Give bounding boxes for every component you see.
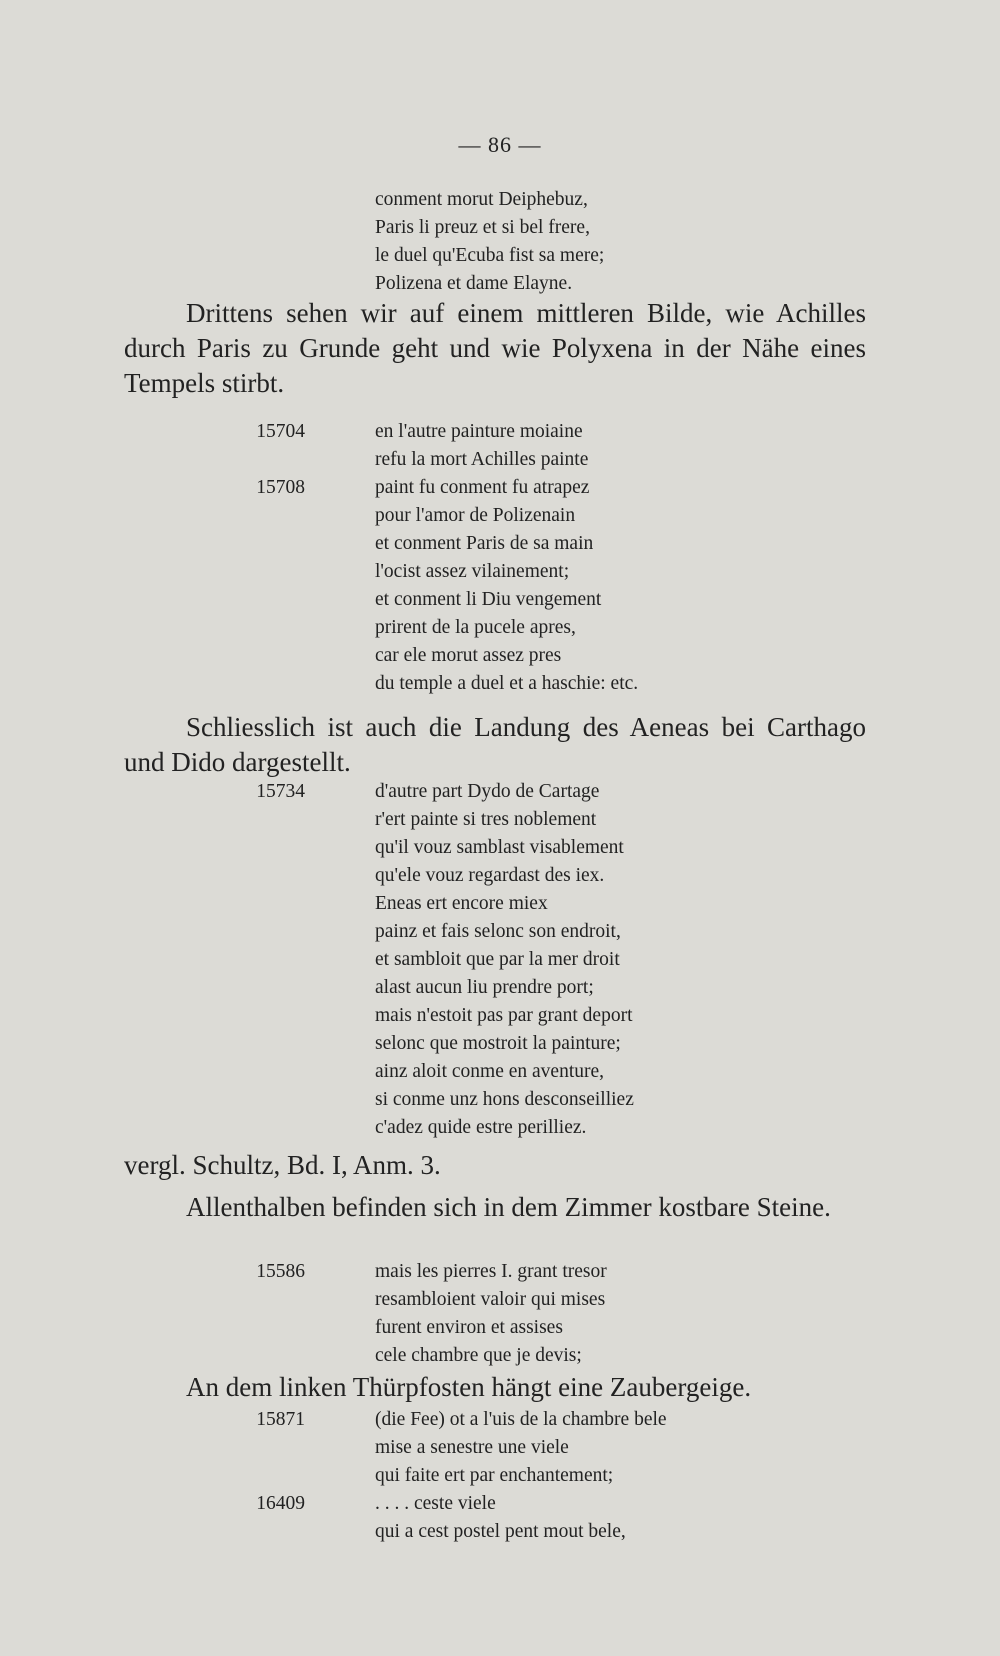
verse-line (310, 890, 910, 918)
verse-text: du temple a duel et a haschie: etc. (375, 673, 639, 694)
verse-text: prirent de la pucele apres, (375, 617, 576, 638)
verse-line (310, 1086, 910, 1114)
verse-text: painz et fais selonc son endroit, (375, 921, 621, 942)
verse-text: (die Fee) ot a l'uis de la chambre bele (375, 1409, 667, 1430)
verse-line (256, 474, 910, 502)
verse-line (310, 214, 910, 242)
verse-line (310, 862, 910, 890)
verse-line (310, 918, 910, 946)
verse-line (310, 1342, 910, 1370)
verse-text: l'ocist assez vilainement; (375, 561, 570, 582)
verse-line (310, 242, 910, 270)
paragraph-2-text: Schliesslich ist auch die Landung des Aeneas bei Carthago und Dido dargestellt. (124, 712, 866, 777)
verse-line (310, 642, 910, 670)
verse-text: selonc que mostroit la painture; (375, 1033, 621, 1054)
verse-block-4 (256, 1258, 910, 1370)
verse-block-5 (256, 1406, 910, 1546)
verse-line (310, 186, 910, 214)
verse-text: cele chambre que je devis; (375, 1345, 582, 1366)
verse-line (310, 446, 910, 474)
line-number: 15586 (256, 1261, 305, 1282)
verse-line (310, 670, 910, 698)
verse-line (310, 1518, 910, 1546)
line-number: 16409 (256, 1493, 305, 1514)
verse-text: Paris li preuz et si bel frere, (375, 217, 590, 238)
verse-block-2 (256, 418, 910, 698)
verse-line (310, 586, 910, 614)
line-number: 15708 (256, 477, 305, 498)
verse-line (256, 1406, 910, 1434)
verse-text: Eneas ert encore miex (375, 893, 548, 914)
verse-line (310, 1030, 910, 1058)
verse-text: mise a senestre une viele (375, 1437, 569, 1458)
verse-text: qu'ele vouz regardast des iex. (375, 865, 605, 886)
verse-line (310, 1058, 910, 1086)
page-number: — 86 — (458, 132, 542, 157)
verse-line (256, 778, 910, 806)
verse-line (310, 1002, 910, 1030)
verse-text: Polizena et dame Elayne. (375, 273, 573, 294)
verse-text: qui faite ert par enchantement; (375, 1465, 614, 1486)
verse-block-3 (256, 778, 910, 1142)
verse-line (310, 1314, 910, 1342)
reference-line: vergl. Schultz, Bd. I, Anm. 3. (124, 1150, 441, 1180)
verse-line (310, 946, 910, 974)
verse-line (310, 1114, 910, 1142)
verse-text: pour l'amor de Polizenain (375, 505, 576, 526)
verse-line (256, 418, 910, 446)
verse-text: . . . . ceste viele (375, 1493, 496, 1514)
verse-text: en l'autre painture moiaine (375, 421, 583, 442)
paragraph-2 (124, 710, 866, 780)
verse-line (256, 1490, 910, 1518)
line-number: 15871 (256, 1409, 305, 1430)
verse-text: et conment li Diu vengement (375, 589, 602, 610)
verse-text: et sambloit que par la mer droit (375, 949, 620, 970)
verse-text: furent environ et assises (375, 1317, 563, 1338)
verse-line (310, 502, 910, 530)
verse-line (310, 974, 910, 1002)
verse-text: r'ert painte si tres noblement (375, 809, 597, 830)
verse-block-1 (310, 186, 910, 298)
verse-text: mais les pierres I. grant tresor (375, 1261, 607, 1282)
verse-line (310, 834, 910, 862)
verse-line (310, 614, 910, 642)
verse-line (310, 1434, 910, 1462)
line-number: 15704 (256, 421, 305, 442)
verse-text: conment morut Deiphebuz, (375, 189, 588, 210)
verse-text: d'autre part Dydo de Cartage (375, 781, 600, 802)
verse-text: c'adez quide estre perilliez. (375, 1117, 587, 1138)
verse-text: car ele morut assez pres (375, 645, 562, 666)
paragraph-1-text: Drittens sehen wir auf einem mittleren Bilde, wie Achilles durch Paris zu Grunde geht und wie Polyxena in der Nähe eines Tempels stirbt. (124, 298, 866, 398)
verse-text: mais n'estoit pas par grant deport (375, 1005, 633, 1026)
verse-line (310, 1286, 910, 1314)
paragraph-4-text: An dem linken Thürpfosten hängt eine Zaubergeige. (186, 1372, 752, 1402)
verse-line (310, 1462, 910, 1490)
verse-line (310, 806, 910, 834)
paragraph-3-text: Allenthalben befinden sich in dem Zimmer kostbare Steine. (186, 1192, 831, 1222)
verse-line (310, 558, 910, 586)
verse-text: si conme unz hons desconseilliez (375, 1089, 634, 1110)
paragraph-3 (124, 1190, 866, 1225)
verse-line (310, 530, 910, 558)
line-number: 15734 (256, 781, 305, 802)
verse-text: alast aucun liu prendre port; (375, 977, 594, 998)
paragraph-4 (124, 1370, 866, 1405)
paragraph-1 (124, 296, 866, 401)
verse-text: qu'il vouz samblast visablement (375, 837, 624, 858)
verse-text: resambloient valoir qui mises (375, 1289, 606, 1310)
verse-text: le duel qu'Ecuba fist sa mere; (375, 245, 605, 266)
verse-line (256, 1258, 910, 1286)
verse-text: refu la mort Achilles painte (375, 449, 589, 470)
verse-text: qui a cest postel pent mout bele, (375, 1521, 626, 1542)
verse-line (310, 270, 910, 298)
verse-text: et conment Paris de sa main (375, 533, 594, 554)
verse-text: ainz aloit conme en aventure, (375, 1061, 605, 1082)
verse-text: paint fu conment fu atrapez (375, 477, 590, 498)
